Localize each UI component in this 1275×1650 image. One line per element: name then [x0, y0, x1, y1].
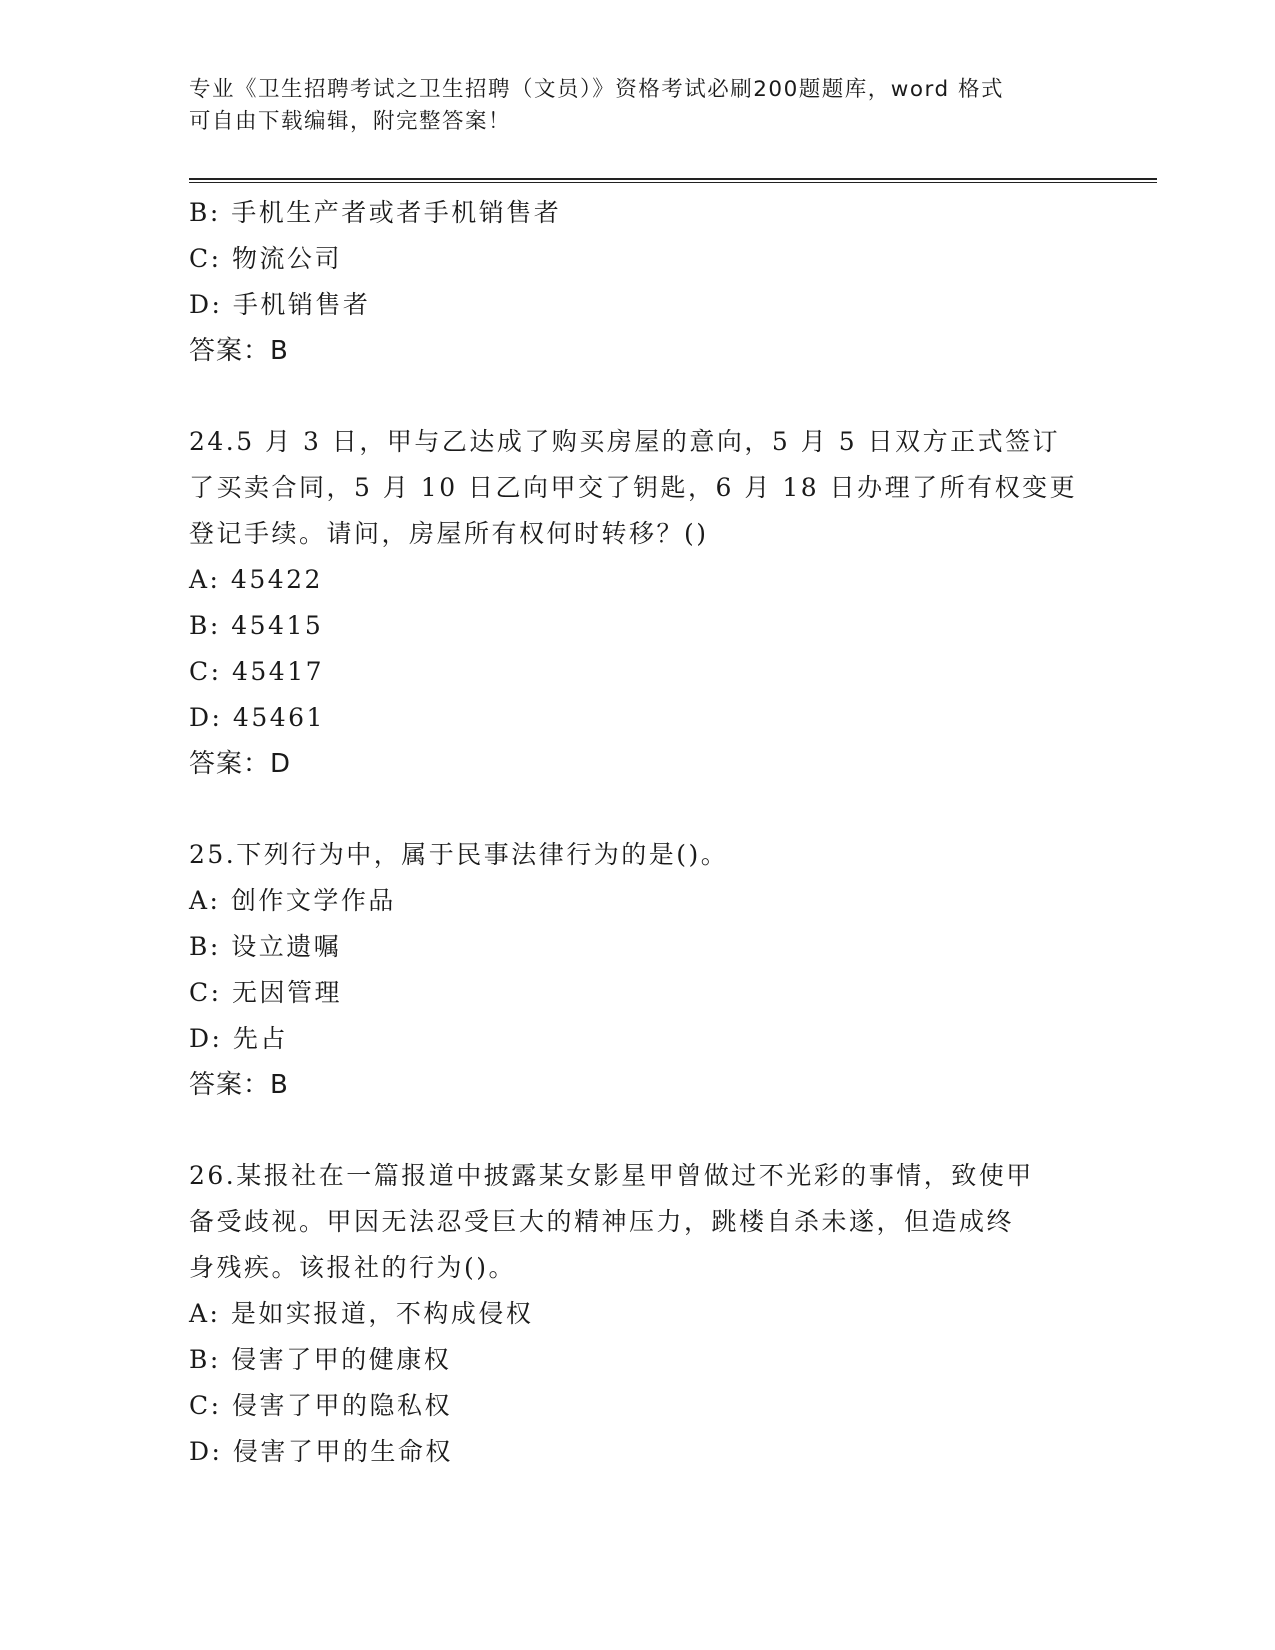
question-26	[189, 1153, 1089, 1475]
question-stem: 备受歧视。甲因无法忍受巨大的精神压力，跳楼自杀未遂，但造成终	[189, 1207, 1015, 1236]
spacer	[189, 374, 1089, 419]
spacer	[189, 787, 1089, 832]
question-stem: 身残疾。该报社的行为()。	[189, 1253, 517, 1282]
option-d: D: 手机销售者	[189, 290, 371, 319]
option-b: B: 手机生产者或者手机销售者	[189, 198, 562, 227]
option-d: D: 侵害了甲的生命权	[189, 1437, 453, 1466]
option-c: C: 45417	[189, 657, 325, 686]
header-line-2: 可自由下载编辑，附完整答案！	[189, 109, 512, 134]
answer: 答案：D	[189, 749, 292, 779]
header-divider	[189, 178, 1157, 183]
option-c: C: 无因管理	[189, 978, 342, 1007]
spacer	[189, 1108, 1089, 1153]
question-stem: 24.5 月 3 日，甲与乙达成了购买房屋的意向，5 月 5 日双方正式签订	[189, 427, 1061, 456]
option-a: A: 是如实报道，不构成侵权	[189, 1299, 534, 1328]
question-list	[189, 190, 1089, 1475]
option-b: B: 设立遗嘱	[189, 932, 342, 961]
option-b: B: 侵害了甲的健康权	[189, 1345, 452, 1374]
option-d: D: 先占	[189, 1024, 288, 1053]
page-header	[189, 74, 1069, 138]
question-23	[189, 190, 1089, 374]
question-stem: 26.某报社在一篇报道中披露某女影星甲曾做过不光彩的事情，致使甲	[189, 1161, 1034, 1190]
question-24	[189, 419, 1089, 787]
question-stem: 登记手续。请问，房屋所有权何时转移？()	[189, 519, 709, 548]
question-stem: 25.下列行为中，属于民事法律行为的是()。	[189, 840, 729, 869]
question-25	[189, 832, 1089, 1108]
header-line-1: 专业《卫生招聘考试之卫生招聘（文员）》资格考试必刷200题题库，word 格式	[189, 77, 1004, 102]
option-a: A: 45422	[189, 565, 323, 594]
option-d: D: 45461	[189, 703, 325, 732]
option-c: C: 物流公司	[189, 244, 342, 273]
answer: 答案：B	[189, 1070, 289, 1100]
answer: 答案：B	[189, 336, 289, 366]
option-a: A: 创作文学作品	[189, 886, 396, 915]
question-stem: 了买卖合同，5 月 10 日乙向甲交了钥匙，6 月 18 日办理了所有权变更	[189, 473, 1078, 502]
option-b: B: 45415	[189, 611, 324, 640]
option-c: C: 侵害了甲的隐私权	[189, 1391, 452, 1420]
